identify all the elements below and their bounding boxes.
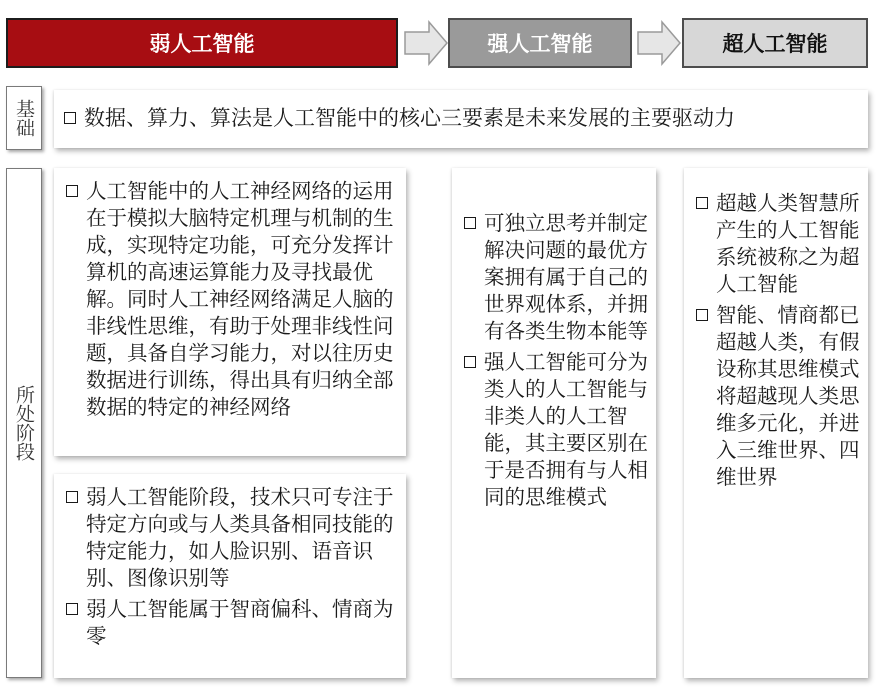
stage-header-strong: 强人工智能 — [448, 18, 632, 68]
list-item — [464, 210, 648, 345]
super-item-text: 超越人类智慧所产生的人工智能系统被称之为超人工智能 — [716, 191, 860, 296]
list-item — [696, 302, 860, 491]
checkbox-icon — [66, 185, 78, 197]
list-item — [696, 190, 860, 298]
list-item — [66, 178, 396, 421]
weak-ai-box-characteristics — [54, 474, 406, 678]
right-arrow-icon — [636, 20, 682, 66]
weak-item-text: 弱人工智能阶段，技术只可专注于特定方向或与人类具备相同技能的特定能力，如人脸识别、语音识别、图像识别等 — [86, 485, 394, 590]
right-arrow-icon — [403, 20, 449, 66]
foundation-item — [64, 100, 858, 136]
checkbox-icon — [464, 356, 476, 368]
super-item-text: 智能、情商都已超越人类，有假设称其思维模式将超越现人类思维多元化，并进入三维世界、四维世界 — [716, 303, 860, 489]
list-item — [464, 349, 648, 511]
row-label-foundation-text: 基础 — [13, 99, 35, 137]
strong-ai-box — [452, 168, 656, 678]
strong-item-text: 强人工智能可分为类人的人工智能与非类人的人工智能，其主要区别在于是否拥有与人相同的思维模式 — [484, 350, 648, 509]
stage-header-weak: 弱人工智能 — [6, 18, 398, 68]
weak-item-text: 人工智能中的人工神经网络的运用在于模拟大脑特定机理与机制的生成，实现特定功能，可充分发挥计算机的高速运算能力及寻找最优解。同时人工神经网络满足人脑的非线性思维，有助于处理非线性问题，具备自学习能力，对以往历史数据进行训练，得出具有归纳全部数据的特定的神经网络 — [86, 179, 394, 419]
strong-item-text: 可独立思考并制定解决问题的最优方案拥有属于自己的世界观体系，并拥有各类生物本能等 — [484, 211, 648, 343]
row-label-stage-text: 所处阶段 — [13, 385, 35, 461]
checkbox-icon — [66, 491, 78, 503]
checkbox-icon — [464, 217, 476, 229]
row-label-foundation — [6, 86, 42, 150]
weak-item-text: 弱人工智能属于智商偏科、情商为零 — [86, 597, 394, 648]
list-item — [66, 596, 396, 650]
foundation-text: 数据、算力、算法是人工智能中的核心三要素是未来发展的主要驱动力 — [84, 106, 735, 130]
list-item — [66, 484, 396, 592]
weak-ai-box-neural-network — [54, 168, 406, 456]
checkbox-icon — [66, 603, 78, 615]
foundation-box — [54, 90, 868, 148]
stage-header-super: 超人工智能 — [682, 18, 868, 68]
row-label-stage — [6, 168, 42, 678]
checkbox-icon — [696, 197, 708, 209]
checkbox-icon — [64, 112, 76, 124]
super-ai-box — [684, 168, 868, 678]
checkbox-icon — [696, 309, 708, 321]
